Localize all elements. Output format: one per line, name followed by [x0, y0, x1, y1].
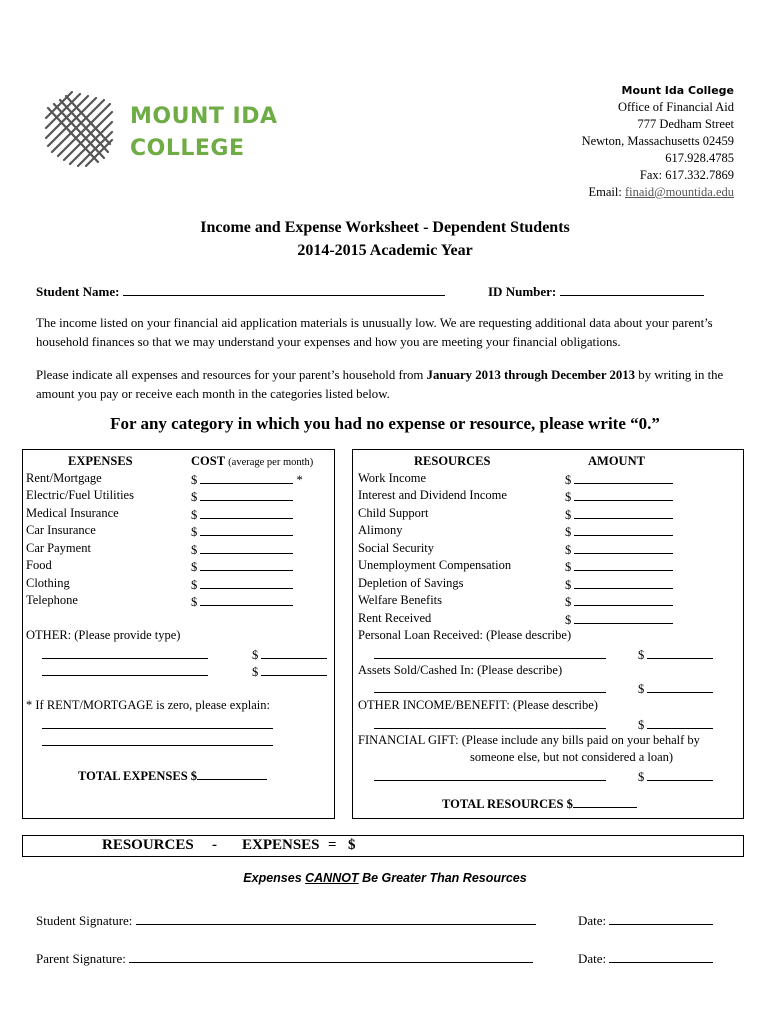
- expense-amount-line[interactable]: [200, 558, 293, 571]
- expense-amount-field: [191, 471, 303, 488]
- resource-amount-field: [565, 471, 673, 488]
- dollar-sign: $: [191, 543, 198, 557]
- dollar-sign: $: [638, 770, 645, 784]
- other-income-label: OTHER INCOME/BENEFIT: (Please describe): [358, 698, 598, 712]
- dollar-sign: $: [565, 508, 572, 522]
- summary-resources: RESOURCES: [102, 837, 194, 853]
- expense-amount-field: [191, 593, 293, 610]
- loan-description-input[interactable]: [374, 646, 606, 659]
- dollar-sign: $: [191, 490, 198, 504]
- resource-amount-line[interactable]: [574, 471, 673, 484]
- zero-instruction: For any category in which you had no expense or resource, please write “0.”: [110, 414, 660, 433]
- loan-amount-line[interactable]: [647, 646, 713, 659]
- other-income-description-input[interactable]: [374, 716, 606, 729]
- assets-label: Assets Sold/Cashed In: (Please describe): [358, 663, 563, 677]
- other-expense-amount: [252, 663, 327, 680]
- dollar-sign: $: [565, 525, 572, 539]
- other-expense-amount-line[interactable]: [261, 663, 327, 676]
- resource-label: Work Income: [358, 471, 427, 485]
- resource-amount-line[interactable]: [574, 558, 673, 571]
- id-number-label: ID Number:: [488, 284, 557, 299]
- resource-label: Social Security: [358, 541, 435, 555]
- dollar-sign: $: [191, 473, 198, 487]
- parent-signature-field: [36, 950, 533, 967]
- rent-explanation-line: [42, 716, 273, 733]
- dollar-sign: $: [565, 473, 572, 487]
- logo-text-line2: COLLEGE: [130, 136, 245, 161]
- resource-amount-line[interactable]: [574, 541, 673, 554]
- other-expense-type-line: [42, 646, 208, 663]
- resource-label: Welfare Benefits: [358, 593, 443, 607]
- cost-header-label: COST: [191, 454, 226, 468]
- resource-label: Child Support: [358, 506, 429, 520]
- resource-label: Rent Received: [358, 611, 432, 625]
- email-label: Email:: [588, 185, 625, 199]
- summary-expenses: EXPENSES: [242, 837, 320, 853]
- expense-label: Clothing: [26, 576, 70, 590]
- dollar-sign: $: [638, 648, 645, 662]
- office-name: Office of Financial Aid: [617, 100, 734, 114]
- parent-date-line[interactable]: [609, 950, 713, 963]
- instruction-text-2: by writing in the amount you pay or receive each month in the categories listed below.: [36, 368, 724, 401]
- expense-amount-field: [191, 558, 293, 575]
- dollar-sign: $: [565, 578, 572, 592]
- rent-explanation-line: [42, 733, 273, 750]
- parent-signature-line[interactable]: [129, 950, 533, 963]
- resource-amount-line[interactable]: [574, 506, 673, 519]
- summary-dollar: $: [348, 837, 356, 853]
- expense-label: Food: [26, 558, 52, 572]
- expense-amount-field: [191, 541, 293, 558]
- logo-mark: [42, 88, 116, 170]
- expense-label: Rent/Mortgage: [26, 471, 102, 485]
- college-name: Mount Ida College: [621, 84, 734, 97]
- resources-header: RESOURCES: [414, 454, 491, 468]
- student-date-field: [578, 912, 713, 929]
- expense-amount-line[interactable]: [200, 488, 293, 501]
- other-expense-label: OTHER: (Please provide type): [26, 628, 181, 642]
- amount-header: AMOUNT: [588, 454, 645, 468]
- resource-label: Interest and Dividend Income: [358, 488, 507, 502]
- resource-amount-field: [565, 523, 673, 540]
- total-resources-label: TOTAL RESOURCES $: [442, 797, 573, 811]
- dollar-sign: $: [252, 648, 259, 662]
- expense-label: Electric/Fuel Utilities: [26, 488, 134, 502]
- resource-amount-field: [565, 506, 673, 523]
- resource-label: Unemployment Compensation: [358, 558, 512, 572]
- expense-amount-field: [191, 488, 293, 505]
- resource-amount-line[interactable]: [574, 593, 673, 606]
- resource-amount-line[interactable]: [574, 611, 673, 624]
- dollar-sign: $: [191, 508, 198, 522]
- assets-description-input[interactable]: [374, 680, 606, 693]
- total-resources: [442, 795, 637, 812]
- other-income-description-line: [374, 716, 606, 733]
- other-expense-amount: [252, 646, 327, 663]
- summary-equals: =: [328, 837, 337, 853]
- student-signature-label: Student Signature:: [36, 913, 133, 928]
- expense-amount-line[interactable]: [200, 506, 293, 519]
- resource-amount-line[interactable]: [574, 576, 673, 589]
- loan-label: Personal Loan Received: (Please describe): [358, 628, 572, 642]
- student-signature-field: [36, 912, 536, 929]
- financial-gift-label: FINANCIAL GIFT: (Please include any bills paid on your behalf by: [358, 733, 700, 747]
- expense-amount-field: [191, 506, 293, 523]
- dollar-sign: $: [565, 543, 572, 557]
- loan-amount: [638, 646, 713, 663]
- dollar-sign: $: [191, 525, 198, 539]
- expense-label: Car Payment: [26, 541, 91, 555]
- dollar-sign: $: [191, 560, 198, 574]
- assets-description-line: [374, 680, 606, 697]
- dollar-sign: $: [565, 490, 572, 504]
- resource-amount-line[interactable]: [574, 488, 673, 501]
- dollar-sign: $: [565, 595, 572, 609]
- other-expense-amount-line[interactable]: [261, 646, 327, 659]
- parent-date-field: [578, 950, 713, 967]
- other-income-amount-line[interactable]: [647, 716, 713, 729]
- other-expense-type-line: [42, 663, 208, 680]
- instruction-text-1: Please indicate all expenses and resources for your parent’s household from: [36, 368, 427, 382]
- phone-number: 617.928.4785: [665, 151, 734, 165]
- resource-label: Depletion of Savings: [358, 576, 464, 590]
- loan-description-line: [374, 646, 606, 663]
- instruction-paragraph: [36, 366, 736, 404]
- expense-amount-line[interactable]: [200, 576, 293, 589]
- warning-text-1: Expenses: [243, 871, 306, 885]
- gift-description-line: [374, 768, 606, 785]
- student-name-label: Student Name:: [36, 284, 120, 299]
- expense-label: Telephone: [26, 593, 78, 607]
- expense-amount-line[interactable]: [200, 541, 293, 554]
- warning-text-2: Be Greater Than Resources: [358, 871, 527, 885]
- summary-minus: -: [212, 837, 217, 853]
- other-expense-type-input[interactable]: [42, 663, 208, 676]
- warning-emphasis: CANNOT: [305, 871, 359, 885]
- resource-amount-field: [565, 593, 673, 610]
- cost-header: [191, 454, 313, 469]
- other-income-amount: [638, 716, 713, 733]
- student-date-line[interactable]: [609, 912, 713, 925]
- gift-amount: [638, 768, 713, 785]
- student-signature-line[interactable]: [136, 912, 536, 925]
- dollar-sign: $: [565, 613, 572, 627]
- street-address: 777 Dedham Street: [637, 117, 734, 131]
- other-expense-type-input[interactable]: [42, 646, 208, 659]
- dollar-sign: $: [191, 595, 198, 609]
- assets-amount: [638, 680, 713, 697]
- dollar-sign: $: [565, 560, 572, 574]
- parent-signature-label: Parent Signature:: [36, 951, 126, 966]
- dollar-sign: $: [638, 718, 645, 732]
- student-name-field: [36, 283, 445, 300]
- gift-description-input[interactable]: [374, 768, 606, 781]
- fax-number: Fax: 617.332.7869: [639, 168, 734, 182]
- expense-amount-field: [191, 576, 293, 593]
- intro-paragraph: The income listed on your financial aid application materials is unusually low. We are requesting additional data about your parent’s household finances so that we may understand your expenses and how you are meeting your financial obligations.: [36, 316, 713, 349]
- resource-amount-line[interactable]: [574, 523, 673, 536]
- expenses-header: EXPENSES: [68, 454, 133, 468]
- total-expenses-label: TOTAL EXPENSES $: [78, 769, 198, 783]
- parent-date-label: Date:: [578, 951, 607, 966]
- expense-amount-line[interactable]: [200, 593, 293, 606]
- resource-amount-field: [565, 558, 673, 575]
- rent-zero-note: * If RENT/MORTGAGE is zero, please explain:: [26, 698, 270, 712]
- cost-header-note: (average per month): [228, 457, 314, 468]
- asterisk-mark: *: [296, 473, 303, 487]
- expense-warning: [0, 871, 770, 885]
- page-title: Income and Expense Worksheet - Dependent Students: [200, 219, 570, 236]
- email-link[interactable]: finaid@mountida.edu: [624, 185, 734, 199]
- expense-amount-field: [191, 523, 293, 540]
- gift-amount-line[interactable]: [647, 768, 713, 781]
- resource-amount-field: [565, 611, 673, 628]
- expense-amount-line[interactable]: [200, 523, 293, 536]
- financial-gift-label-2: someone else, but not considered a loan): [470, 750, 674, 764]
- id-number-line[interactable]: [560, 283, 704, 296]
- total-resources-line[interactable]: [573, 795, 637, 808]
- resource-amount-field: [565, 576, 673, 593]
- id-number-field: [488, 283, 704, 300]
- assets-amount-line[interactable]: [647, 680, 713, 693]
- logo-text-line1: MOUNT IDA: [130, 104, 278, 129]
- resource-amount-field: [565, 541, 673, 558]
- date-range: January 2013 through December 2013: [426, 368, 636, 382]
- city-address: Newton, Massachusetts 02459: [581, 134, 734, 148]
- student-date-label: Date:: [578, 913, 607, 928]
- total-expenses: [78, 767, 267, 784]
- rent-explanation-input[interactable]: [42, 716, 273, 729]
- page-subtitle: 2014-2015 Academic Year: [297, 242, 473, 259]
- dollar-sign: $: [191, 578, 198, 592]
- total-expenses-line[interactable]: [197, 767, 267, 780]
- dollar-sign: $: [252, 665, 259, 679]
- resource-label: Alimony: [358, 523, 403, 537]
- resource-amount-field: [565, 488, 673, 505]
- dollar-sign: $: [638, 682, 645, 696]
- rent-explanation-input[interactable]: [42, 733, 273, 746]
- expense-amount-line[interactable]: [200, 471, 293, 484]
- expense-label: Car Insurance: [26, 523, 96, 537]
- address-block: [582, 82, 734, 201]
- expense-label: Medical Insurance: [26, 506, 119, 520]
- email-line: [582, 184, 734, 201]
- student-name-line[interactable]: [123, 283, 445, 296]
